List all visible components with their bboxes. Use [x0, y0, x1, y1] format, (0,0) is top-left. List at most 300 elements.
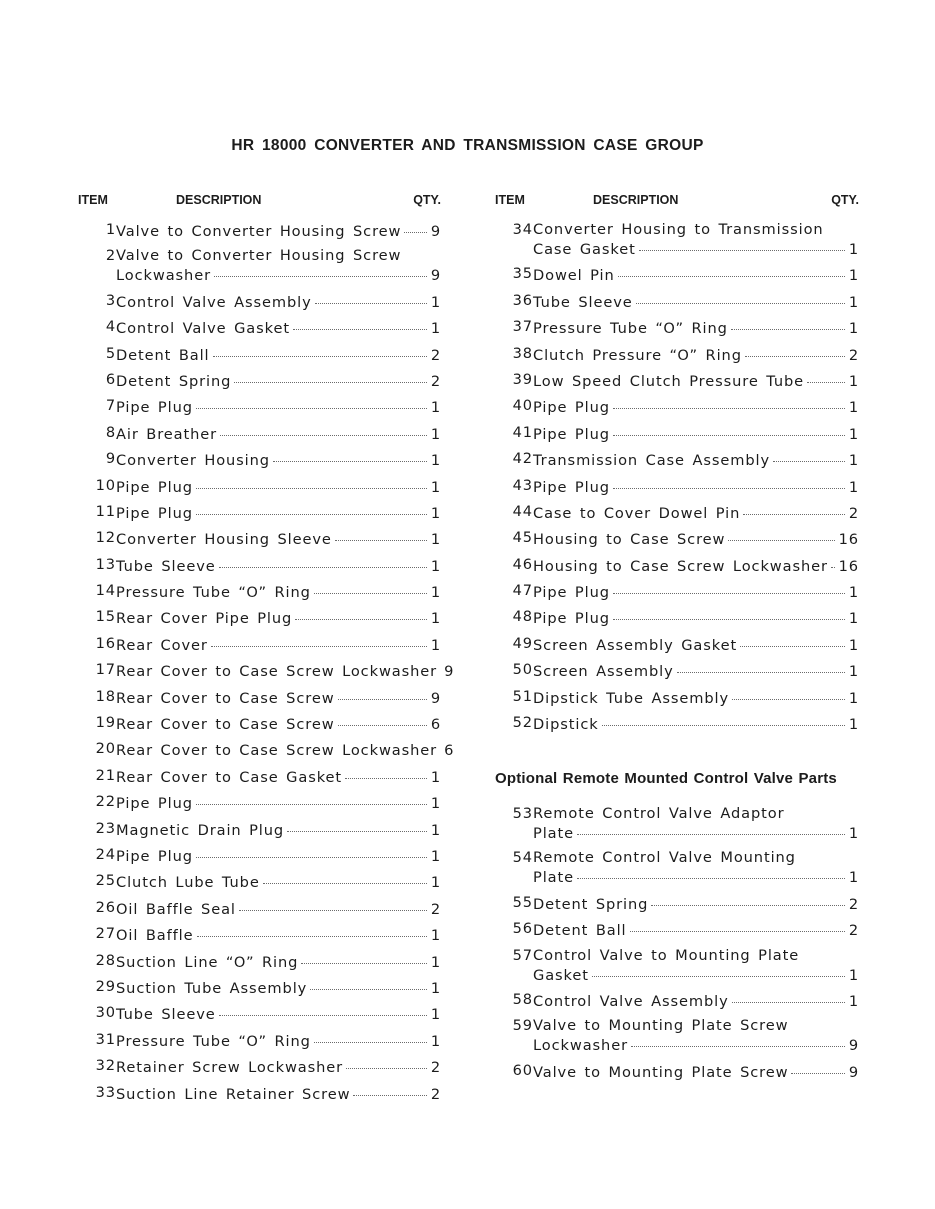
part-row — [495, 292, 859, 312]
item-description: Dipstick Tube Assembly — [533, 689, 730, 707]
item-qty: 1 — [848, 716, 859, 734]
header-item: ITEM — [78, 193, 108, 207]
item-description: Control Valve Gasket — [116, 320, 290, 338]
item-number: 47 — [512, 582, 533, 600]
item-qty: 1 — [430, 610, 441, 628]
item-qty: 2 — [430, 346, 441, 364]
item-number: 45 — [512, 529, 533, 547]
dot-leader — [743, 500, 845, 515]
part-row — [495, 397, 859, 417]
dot-leader — [636, 289, 845, 304]
item-description: Valve to Mounting Plate Screw — [533, 1017, 789, 1035]
item-number: 30 — [95, 1004, 116, 1022]
dot-leader — [346, 1054, 427, 1069]
item-qty: 1 — [430, 478, 441, 496]
item-number: 57 — [512, 946, 533, 964]
item-number: 9 — [105, 450, 116, 468]
part-row — [495, 608, 859, 628]
item-qty: 1 — [430, 452, 441, 470]
item-number: 23 — [95, 819, 116, 837]
item-number: 26 — [95, 898, 116, 916]
dot-leader — [345, 764, 427, 779]
part-row — [78, 221, 441, 241]
item-description: Pipe Plug — [533, 399, 610, 417]
item-description: Control Valve to Mounting Plate — [533, 946, 800, 964]
item-description: Converter Housing to Transmission — [533, 221, 824, 238]
item-description: Rear Cover Pipe Plug — [116, 610, 293, 628]
dot-leader — [613, 394, 845, 409]
item-number: 41 — [512, 423, 533, 441]
part-row — [495, 450, 859, 470]
item-number: 3 — [105, 291, 116, 309]
part-row — [78, 529, 441, 549]
part-row — [495, 265, 859, 285]
part-row — [78, 899, 441, 919]
part-row — [495, 529, 859, 549]
item-description: Dipstick — [533, 716, 599, 734]
item-qty: 1 — [430, 1032, 441, 1050]
part-row — [78, 767, 441, 787]
item-number: 25 — [95, 872, 116, 890]
item-number: 20 — [95, 740, 116, 758]
item-qty: 1 — [848, 825, 859, 843]
item-number: 31 — [95, 1030, 116, 1048]
item-description: Tube Sleeve — [533, 293, 633, 311]
header-item: ITEM — [495, 193, 525, 207]
item-description: Detent Ball — [116, 346, 210, 364]
part-row — [78, 1084, 441, 1104]
item-number: 46 — [512, 555, 533, 573]
item-qty: 1 — [848, 966, 859, 984]
dot-leader — [807, 368, 845, 383]
part-row — [78, 714, 441, 734]
item-qty: 1 — [848, 478, 859, 496]
dot-leader — [287, 817, 427, 832]
dot-leader — [831, 553, 835, 568]
part-row — [495, 849, 859, 887]
part-row — [495, 947, 859, 985]
dot-leader — [220, 421, 427, 436]
part-row — [78, 872, 441, 892]
part-row — [78, 1057, 441, 1077]
item-qty: 16 — [838, 531, 859, 549]
item-qty: 1 — [430, 293, 441, 311]
dot-leader — [295, 605, 427, 620]
item-qty: 2 — [430, 1059, 441, 1077]
item-number: 11 — [95, 502, 116, 520]
item-description: Converter Housing — [116, 452, 270, 470]
part-row — [78, 1031, 441, 1051]
item-qty: 1 — [430, 927, 441, 945]
item-description: Pipe Plug — [533, 610, 610, 628]
item-description: Converter Housing Sleeve — [116, 531, 332, 549]
part-row — [495, 345, 859, 365]
item-number: 39 — [512, 370, 533, 388]
item-description: Valve to Converter Housing Screw — [116, 223, 402, 240]
item-number: 50 — [512, 661, 533, 679]
part-row — [78, 740, 455, 760]
dot-leader — [293, 315, 427, 330]
dot-leader — [639, 236, 845, 251]
item-number: 16 — [95, 634, 116, 652]
item-number: 15 — [95, 608, 116, 626]
item-description: Lockwasher — [116, 267, 211, 285]
item-qty: 6 — [444, 742, 455, 760]
item-description: Pipe Plug — [116, 504, 193, 522]
part-row — [78, 556, 441, 576]
item-number: 36 — [512, 291, 533, 309]
item-description: Magnetic Drain Plug — [116, 821, 285, 839]
part-row — [78, 582, 441, 602]
part-row — [78, 635, 441, 655]
part-row — [78, 477, 441, 497]
part-row — [495, 1017, 859, 1055]
item-number: 32 — [95, 1057, 116, 1075]
item-description: Suction Line “O” Ring — [116, 953, 299, 971]
item-description: Clutch Pressure “O” Ring — [533, 346, 742, 364]
item-number: 54 — [512, 849, 533, 867]
item-qty: 1 — [430, 768, 441, 786]
dot-leader — [211, 632, 427, 647]
item-number: 14 — [95, 582, 116, 600]
item-qty: 2 — [430, 372, 441, 390]
part-row — [78, 661, 455, 681]
item-number: 37 — [512, 318, 533, 336]
dot-leader — [213, 342, 427, 357]
part-row — [78, 608, 441, 628]
part-row — [78, 978, 441, 998]
item-description: Gasket — [533, 966, 589, 984]
dot-leader — [773, 447, 845, 462]
item-qty: 2 — [848, 895, 859, 913]
part-row — [78, 345, 441, 365]
parts-column-right — [495, 193, 859, 1088]
parts-column-left — [78, 193, 455, 1110]
part-row — [78, 424, 441, 444]
item-qty: 1 — [848, 372, 859, 390]
item-number: 5 — [105, 344, 116, 362]
item-qty: 1 — [430, 636, 441, 654]
item-qty: 1 — [848, 869, 859, 887]
item-qty: 6 — [430, 716, 441, 734]
item-description: Case Gasket — [533, 241, 636, 258]
part-row — [495, 477, 859, 497]
item-description: Pipe Plug — [533, 425, 610, 443]
dot-leader — [613, 579, 845, 594]
item-description: Transmission Case Assembly — [533, 452, 771, 470]
header-qty: QTY. — [413, 193, 441, 207]
item-number: 34 — [512, 221, 533, 238]
dot-leader — [196, 843, 427, 858]
item-number: 60 — [512, 1061, 533, 1079]
item-description: Pipe Plug — [116, 847, 193, 865]
item-description: Case to Cover Dowel Pin — [533, 504, 741, 522]
item-number: 4 — [105, 318, 116, 336]
dot-leader — [197, 922, 427, 937]
part-row — [78, 292, 441, 312]
dot-leader — [338, 711, 427, 726]
item-number: 44 — [512, 502, 533, 520]
part-row — [78, 318, 441, 338]
part-row — [78, 371, 441, 391]
dot-leader — [219, 553, 427, 568]
item-description: Pipe Plug — [116, 399, 193, 417]
dot-leader — [592, 962, 845, 977]
item-qty: 1 — [430, 425, 441, 443]
item-qty: 1 — [430, 504, 441, 522]
dot-leader — [728, 526, 834, 541]
header-description: DESCRIPTION — [176, 193, 262, 207]
item-qty: 1 — [848, 992, 859, 1010]
item-number: 22 — [95, 793, 116, 811]
item-qty: 9 — [430, 267, 441, 285]
dot-leader — [310, 975, 427, 990]
section-heading: Optional Remote Mounted Control Valve Parts — [495, 770, 837, 788]
item-qty: 9 — [848, 1037, 859, 1055]
dot-leader — [791, 1059, 844, 1074]
item-qty: 9 — [430, 223, 441, 240]
item-qty: 1 — [430, 584, 441, 602]
part-row — [495, 805, 859, 843]
item-description: Suction Tube Assembly — [116, 979, 308, 997]
item-number: 52 — [512, 714, 533, 732]
item-description: Plate — [533, 825, 574, 843]
item-number: 29 — [95, 977, 116, 995]
dot-leader — [196, 394, 427, 409]
part-row — [78, 688, 441, 708]
item-number: 56 — [512, 920, 533, 938]
dot-leader — [196, 790, 427, 805]
item-qty: 9 — [848, 1063, 859, 1081]
dot-leader — [196, 500, 427, 515]
item-number: 19 — [95, 714, 116, 732]
item-qty: 1 — [430, 979, 441, 997]
item-number: 51 — [512, 687, 533, 705]
item-qty: 9 — [444, 663, 455, 681]
item-qty: 2 — [848, 504, 859, 522]
item-number: 42 — [512, 450, 533, 468]
part-row — [495, 1062, 859, 1082]
column-header — [495, 193, 859, 215]
page-title: HR 18000 CONVERTER AND TRANSMISSION CASE GROUP — [231, 137, 704, 154]
part-row — [78, 1004, 441, 1024]
part-row — [78, 846, 441, 866]
dot-leader — [314, 579, 427, 594]
item-description: Pressure Tube “O” Ring — [533, 320, 728, 338]
header-description: DESCRIPTION — [593, 193, 679, 207]
part-row — [78, 925, 441, 945]
item-number: 10 — [95, 476, 116, 494]
item-number: 1 — [105, 221, 116, 238]
dot-leader — [740, 632, 845, 647]
item-qty: 1 — [430, 953, 441, 971]
dot-leader — [602, 711, 845, 726]
part-row — [495, 920, 859, 940]
item-description: Clutch Lube Tube — [116, 874, 260, 892]
item-qty: 1 — [848, 267, 859, 285]
part-row — [495, 661, 859, 681]
item-qty: 1 — [848, 241, 859, 258]
item-qty: 16 — [838, 557, 859, 575]
item-description: Dowel Pin — [533, 267, 615, 285]
item-description: Low Speed Clutch Pressure Tube — [533, 372, 805, 390]
dot-leader — [314, 1028, 427, 1043]
dot-leader — [335, 526, 427, 541]
item-number: 58 — [512, 990, 533, 1008]
dot-leader — [651, 891, 844, 906]
item-qty: 1 — [848, 663, 859, 681]
item-qty: 1 — [430, 847, 441, 865]
item-number: 13 — [95, 555, 116, 573]
item-qty: 1 — [848, 452, 859, 470]
part-row — [495, 582, 859, 602]
item-description: Tube Sleeve — [116, 557, 216, 575]
part-row — [495, 714, 859, 734]
item-number: 6 — [105, 370, 116, 388]
dot-leader — [577, 864, 845, 879]
item-description: Rear Cover to Case Screw Lockwasher — [116, 663, 438, 681]
item-description: Pressure Tube “O” Ring — [116, 1032, 311, 1050]
part-row — [78, 397, 441, 417]
dot-leader — [613, 605, 845, 620]
dot-leader — [731, 315, 845, 330]
dot-leader — [219, 1001, 427, 1016]
dot-leader — [338, 685, 427, 700]
part-row — [495, 371, 859, 391]
item-description: Control Valve Assembly — [533, 992, 729, 1010]
item-description: Lockwasher — [533, 1037, 628, 1055]
item-number: 18 — [95, 687, 116, 705]
dot-leader — [618, 262, 845, 277]
item-qty: 1 — [848, 320, 859, 338]
dot-leader — [677, 658, 845, 673]
part-row — [78, 952, 441, 972]
item-number: 28 — [95, 951, 116, 969]
item-description: Retainer Screw Lockwasher — [116, 1059, 344, 1077]
dot-leader — [745, 342, 845, 357]
dot-leader — [630, 917, 845, 932]
item-description: Oil Baffle — [116, 927, 194, 945]
item-number: 55 — [512, 893, 533, 911]
parts-list — [78, 221, 455, 1104]
item-description: Control Valve Assembly — [116, 293, 312, 311]
dot-leader — [613, 421, 845, 436]
item-description: Oil Baffle Seal — [116, 900, 236, 918]
part-row — [495, 991, 859, 1011]
item-qty: 2 — [848, 346, 859, 364]
item-qty: 9 — [430, 689, 441, 707]
item-qty: 1 — [430, 1006, 441, 1024]
item-description: Remote Control Valve Mounting — [533, 849, 796, 867]
item-description: Rear Cover to Case Screw — [116, 716, 335, 734]
item-description: Remote Control Valve Adaptor — [533, 805, 785, 823]
column-header — [78, 193, 441, 215]
item-number: 59 — [512, 1017, 533, 1035]
dot-leader — [631, 1032, 845, 1047]
item-description: Housing to Case Screw Lockwasher — [533, 557, 828, 575]
item-description: Detent Spring — [533, 895, 649, 913]
dot-leader — [234, 368, 426, 383]
item-qty: 1 — [848, 584, 859, 602]
item-qty: 1 — [430, 557, 441, 575]
header-qty: QTY. — [831, 193, 859, 207]
item-number: 24 — [95, 845, 116, 863]
part-row — [78, 247, 441, 285]
item-qty: 1 — [430, 795, 441, 813]
dot-leader — [613, 474, 845, 489]
item-description: Air Breather — [116, 425, 218, 443]
dot-leader — [301, 949, 427, 964]
item-number: 2 — [105, 247, 116, 265]
item-description: Pressure Tube “O” Ring — [116, 584, 311, 602]
item-qty: 1 — [848, 425, 859, 443]
part-row — [495, 556, 859, 576]
part-row — [495, 318, 859, 338]
item-description: Rear Cover to Case Gasket — [116, 768, 343, 786]
item-description: Detent Spring — [116, 372, 232, 390]
item-qty: 1 — [848, 610, 859, 628]
item-description: Pipe Plug — [533, 584, 610, 602]
item-description: Valve to Converter Housing Screw — [116, 247, 402, 265]
part-row — [495, 221, 859, 259]
parts-list — [495, 221, 859, 734]
item-description: Suction Line Retainer Screw — [116, 1085, 351, 1103]
dot-leader — [273, 447, 427, 462]
item-number: 12 — [95, 529, 116, 547]
item-description: Housing to Case Screw — [533, 531, 726, 549]
item-description: Valve to Mounting Plate Screw — [533, 1063, 789, 1081]
item-description: Detent Ball — [533, 922, 627, 940]
item-description: Pipe Plug — [116, 795, 193, 813]
part-row — [495, 688, 859, 708]
item-qty: 1 — [430, 320, 441, 338]
item-qty: 2 — [430, 900, 441, 918]
item-number: 35 — [512, 265, 533, 283]
item-qty: 1 — [848, 399, 859, 417]
item-description: Screen Assembly — [533, 663, 674, 681]
part-row — [78, 503, 441, 523]
dot-leader — [263, 869, 427, 884]
dot-leader — [239, 896, 427, 911]
item-qty: 1 — [430, 874, 441, 892]
item-description: Screen Assembly Gasket — [533, 636, 738, 654]
optional-parts-list — [495, 805, 859, 1082]
item-number: 49 — [512, 634, 533, 652]
part-row — [495, 894, 859, 914]
part-row — [78, 450, 441, 470]
dot-leader — [732, 685, 845, 700]
dot-leader — [404, 218, 426, 233]
item-qty: 2 — [848, 922, 859, 940]
item-qty: 1 — [848, 293, 859, 311]
item-number: 43 — [512, 476, 533, 494]
part-row — [78, 820, 441, 840]
dot-leader — [732, 988, 845, 1003]
item-description: Rear Cover to Case Screw — [116, 689, 335, 707]
item-number: 17 — [95, 661, 116, 679]
dot-leader — [353, 1081, 426, 1096]
item-number: 7 — [105, 397, 116, 415]
dot-leader — [196, 474, 427, 489]
item-description: Rear Cover — [116, 636, 208, 654]
item-description: Plate — [533, 869, 574, 887]
item-description: Rear Cover to Case Screw Lockwasher — [116, 742, 438, 760]
part-row — [78, 793, 441, 813]
item-number: 27 — [95, 925, 116, 943]
item-number: 38 — [512, 344, 533, 362]
dot-leader — [577, 820, 845, 835]
item-description: Pipe Plug — [116, 478, 193, 496]
